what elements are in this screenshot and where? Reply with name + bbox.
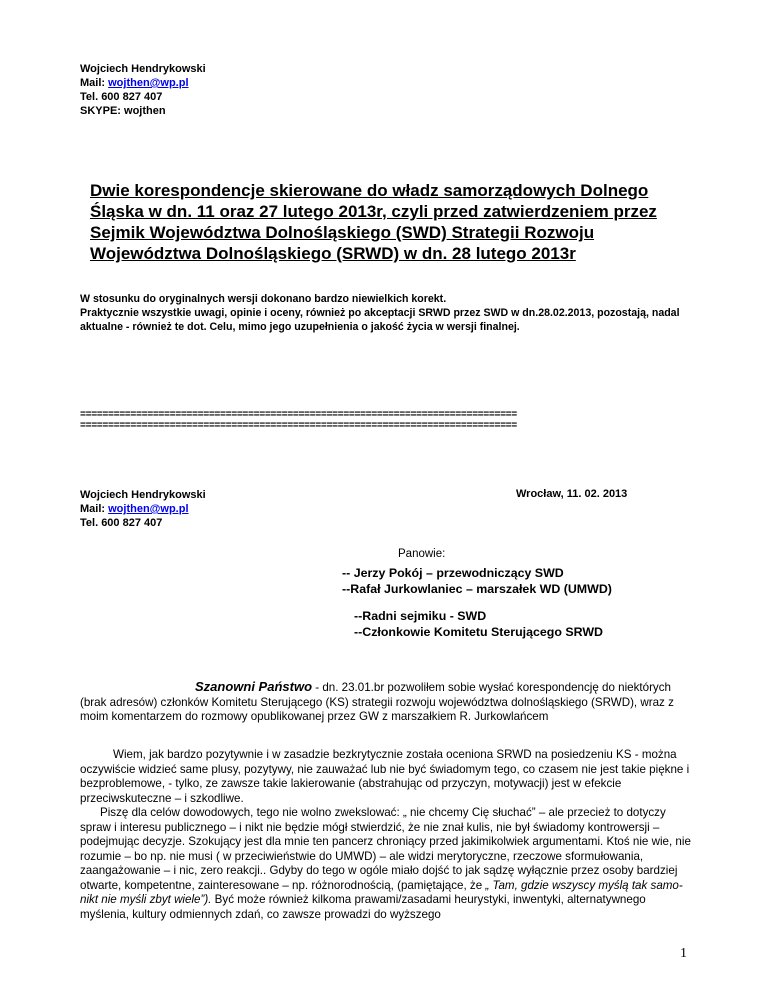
greeting-group: Panowie: [398,548,446,560]
recipient-3: --Radni sejmiku - SWD [354,609,487,623]
separator [80,410,690,432]
paragraph-2-part-b: Piszę dla celów dowodowych, tego nie wolno zwekslować: „ nie chcemy Cię słuchać” – ale przecież to dotyczy spraw i interesu publicznego – i nikt nie będzie mógł stwierdzić, że nie znał kulis, nie był świadomy kontrowersji – podejmując decyzje. Szokujący jest dla mnie ten pancerz chroniący przed jakimikolwiek argumentami. Ktoś nie wie, nie rozumie – bo np. nie musi ( w przeciwieństwie do UMWD) – ale widzi merytoryczne, rzeczowe sformułowania, zaangażowanie – i nic, zero reakcji.. Gdyby do tego w ogóle miało dojść to jak sądzę wyłącznie przez osoby bardziej otwarte, kompetentne, zainteresowane – np. różnorodnością, (pamiętające, że [80,806,691,892]
author-skype: SKYPE: wojthen [80,105,166,117]
author-mail-link[interactable]: wojthen@wp.pl [108,77,189,89]
recipients-secondary [354,608,603,640]
separator-line-2: ============================================================================== [80,421,517,432]
author-phone: Tel. 600 827 407 [80,91,163,103]
sender-mail-link[interactable]: wojthen@wp.pl [108,503,189,515]
sender-mail-label: Mail: [80,503,109,515]
recipient-1: -- Jerzy Pokój – przewodniczący SWD [342,566,564,580]
lead-line-1: W stosunku do oryginalnych wersji dokonano bardzo niewielkich korekt. [80,293,447,305]
author-mail [80,76,206,90]
sender-name: Wojciech Hendrykowski [80,489,206,501]
paragraph-1 [80,680,692,725]
letter-sender [80,488,206,530]
author-header [80,62,206,118]
page-number: 1 [680,946,687,961]
document-title: Dwie korespondencje skierowane do władz samorządowych Dolnego Śląska w dn. 11 oraz 27 lutego 2013r, czyli przed zatwierdzeniem przez Sejmik Województwa Dolnośląskiego (SWD) Strategii Rozwoju Województwa Dolnośląskiego (SRWD) w dn. 28 lutego 2013r [90,181,657,263]
paragraph-2-quote: „ Tam, gdzie wszyscy myślą tak samo- nikt nie myśli zbyt wiele”). [80,878,683,906]
place-date: Wrocław, 11. 02. 2013 [516,488,628,500]
salutation: Szanowni Państwo [195,679,313,694]
sender-phone: Tel. 600 827 407 [80,517,163,529]
sender-mail [80,502,206,516]
lead-line-2: Praktycznie wszystkie uwagi, opinie i oceny, również po akceptacji SRWD przez SWD w dn.28.02.2013, pozostają, nadal aktualne - również te dot. Celu, mimo jego uzupełnienia o jakość życia w wersji finalnej. [80,307,680,333]
recipient-2: --Rafał Jurkowlaniec – marszałek WD (UMWD) [342,582,612,596]
paragraph-2-part-a: Wiem, jak bardzo pozytywnie i w zasadzie bezkrytycznie została oceniona SRWD na posiedzeniu KS - można oczywiście widzieć same plusy, pozytywy, nie zauważać lub nie być świadomym tego, co czasem nie jest takie piękne i bezproblemowe, - tylko, ze zawsze takie lakierowanie (abstrahując od przyczyn, motywacji) jest w efekcie przeciwskuteczne – i szkodliwe. [80,748,690,805]
recipients-primary [342,565,612,597]
author-mail-label: Mail: [80,77,109,89]
separator-line-1: ============================================================================== [80,410,517,421]
paragraph-2 [80,748,692,922]
lead-note [80,292,680,334]
author-name: Wojciech Hendrykowski [80,63,206,75]
paragraph-2-part-c: Być może również kilkoma prawami/zasadami heurystyki, inwentyki, alternatywnego myślenia, kultury odmiennych zdań, co zawsze prowadzi do wyższego [80,893,646,921]
recipient-4: --Członkowie Komitetu Sterującego SRWD [354,625,603,639]
paragraph-1-text: - dn. 23.01.br pozwoliłem sobie wysłać korespondencję do niektórych (brak adresów) członków Komitetu Sterującego (KS) strategii rozwoju województwa dolnośląskiego (SRWD), wraz z moim komentarzem do rozmowy opublikowanej przez GW z marszałkiem R. Jurkowlańcem [80,681,674,723]
